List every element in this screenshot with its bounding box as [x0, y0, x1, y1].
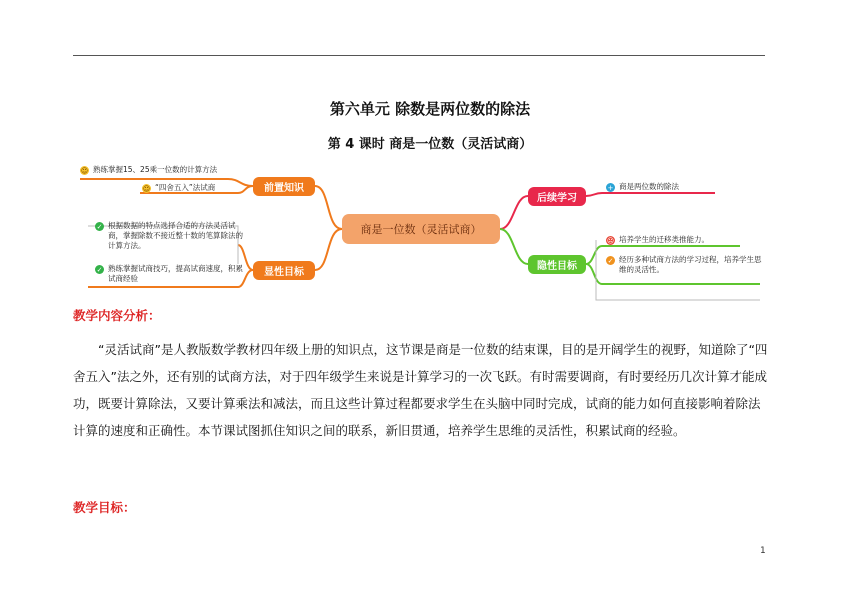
- branch-follow-up: 后续学习: [528, 187, 586, 206]
- leaf-follow-up-1: + 商是两位数的除法: [607, 182, 679, 192]
- leaf-explicit-goal-1: ✓ 根据数据的特点选择合适的方法灵活试商，掌握除数不接近整十数的笔算除法的计算方法。: [96, 221, 243, 250]
- page-title: 第六单元 除数是两位数的除法: [329, 100, 531, 118]
- branch-prerequisite: 前置知识: [253, 177, 315, 196]
- mindmap-center-node: 商是一位数（灵活试商）: [342, 214, 500, 244]
- leaf-implicit-goal-2: ✓ 经历多种试商方法的学习过程，培养学生思维的灵活性。: [607, 255, 762, 274]
- leaf-prerequisite-1: ☺ 熟练掌握15、25乘一位数的计算方法: [80, 165, 218, 175]
- content-analysis-paragraph: “灵活试商”是人教版数学教材四年级上册的知识点，这节课是商是一位数的结束课，目的是开阔学生的视野，知道除了“四舍五入”法之外，还有别的试商方法，对于四年级学生来说是计算学习的一次飞跃。有时需要调商，有时要经历几次计算才能成功，既要计算除法，又要计算乘法和减法，而且这些计算过程都要求学生在头脑中同时完成，试商的能力如何直接影响着除法计算的速度和正确性。本节课试图抓住知识之间的联系，新旧贯通，培养学生思维的灵活性，积累试商的经验。: [73, 342, 768, 438]
- check-icon: ✓: [96, 222, 103, 231]
- connector-yinxing: [500, 229, 528, 264]
- header-rule: [73, 55, 765, 56]
- smile-icon: ☺: [142, 184, 151, 193]
- smile-icon: ☺: [80, 166, 89, 175]
- check-icon: ✓: [607, 256, 614, 265]
- page-subtitle: 第 4 课时 商是一位数（灵活试商）: [327, 137, 533, 152]
- connector-houxu: [500, 196, 528, 229]
- leaf-explicit-goal-2: ✓ 熟练掌握试商技巧，提高试商速度，积累试商经验: [96, 264, 243, 283]
- section-heading-teaching-goals: 教学目标：: [73, 500, 136, 515]
- page-number: 1: [760, 546, 766, 556]
- connector-houxu-leaf: [586, 193, 715, 196]
- leaf-implicit-goal-1: ☹ 培养学生的迁移类推能力。: [606, 235, 709, 245]
- connector-xianxing: [315, 229, 342, 270]
- branch-implicit-goal: 隐性目标: [528, 255, 586, 274]
- branch-explicit-goal: 显性目标: [253, 261, 315, 280]
- section-heading-content-analysis: 教学内容分析：: [73, 308, 161, 323]
- sad-face-icon: ☹: [606, 236, 615, 245]
- check-icon: ✓: [96, 265, 103, 274]
- connector-qianzhi: [315, 186, 342, 229]
- plus-icon: +: [607, 183, 614, 192]
- leaf-prerequisite-2: ☺ “四舍五入”法试商: [142, 183, 216, 193]
